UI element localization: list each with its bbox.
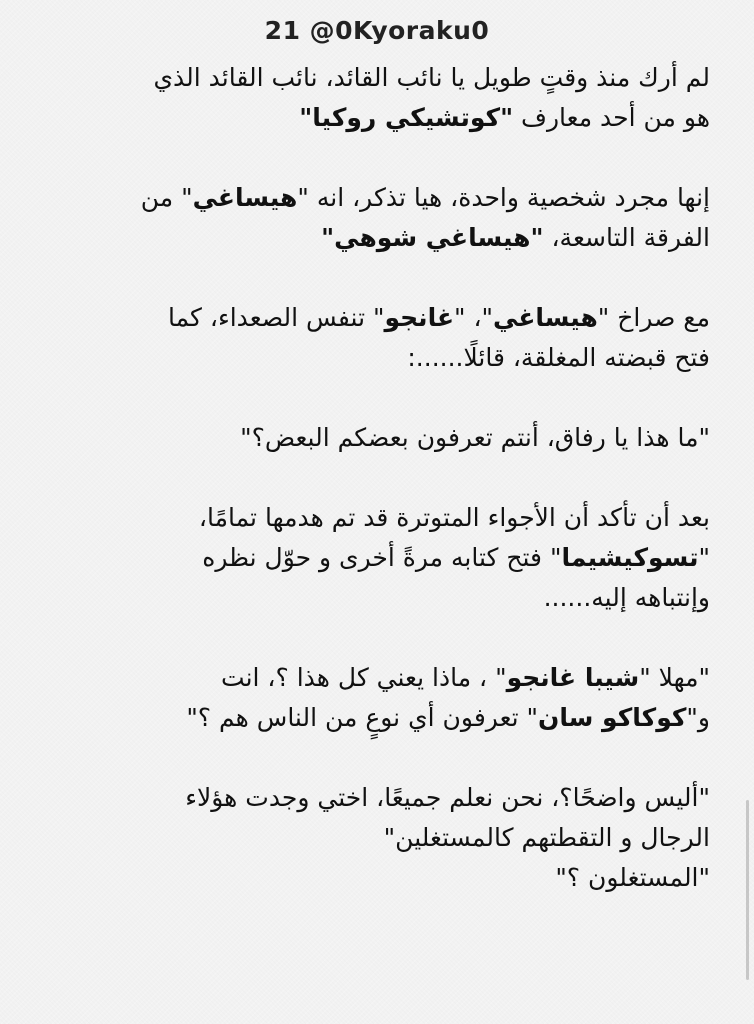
text-segment: " فتح كتابه مرةً أخرى و حوّل نظره	[202, 543, 562, 572]
text-segment: " من	[140, 183, 193, 212]
text-segment: " ، ماذا يعني كل هذا ؟، انت	[221, 663, 507, 692]
text-segment: فتح قبضته المغلقة، قائلًا......:	[407, 343, 710, 372]
text-line	[24, 338, 710, 378]
character-name: كوكاكو سان	[538, 703, 687, 732]
text-segment: " تعرفون أي نوعٍ من الناس هم ؟"	[186, 703, 539, 732]
text-segment: "ما هذا يا رفاق، أنتم تعرفون بعضكم البعض؟"	[240, 423, 710, 452]
text-line	[24, 858, 710, 898]
character-name: غانجو	[384, 303, 455, 332]
story-paragraph	[24, 298, 710, 378]
story-paragraph	[24, 178, 710, 258]
text-segment: مع صراخ "	[597, 303, 710, 332]
character-name: هيساغي	[192, 183, 298, 212]
text-segment: وإنتباهه إليه......	[543, 583, 710, 612]
text-line	[24, 58, 710, 98]
scroll-indicator[interactable]	[746, 800, 749, 980]
character-name: شيبا غانجو	[506, 663, 640, 692]
text-line	[24, 698, 710, 738]
text-line	[24, 298, 710, 338]
text-segment: الفرقة التاسعة،	[543, 223, 710, 252]
text-segment: الرجال و التقطتهم كالمستغلين"	[383, 823, 710, 852]
character-name: هيساغي	[493, 303, 598, 332]
text-segment: "أليس واضحًا؟، نحن نعلم جميعًا، اختي وجدت هؤلاء	[185, 783, 710, 812]
text-line	[24, 418, 710, 458]
tweet-header: 21 @0Kyoraku0	[264, 16, 490, 45]
text-segment: إنها مجرد شخصية واحدة، هيا تذكر، انه "	[297, 183, 710, 212]
text-line	[24, 658, 710, 698]
story-paragraph	[24, 498, 710, 618]
text-segment: و"	[686, 703, 710, 732]
text-segment: "، "	[454, 303, 494, 332]
story-text	[24, 58, 710, 938]
story-paragraph	[24, 418, 710, 458]
text-line	[24, 498, 710, 538]
text-line	[24, 538, 710, 578]
character-name: "هيساغي شوهي"	[321, 223, 544, 252]
story-paragraph	[24, 58, 710, 138]
text-segment: " تنفس الصعداء، كما	[167, 303, 385, 332]
character-name: "كوتشيكي روكيا"	[299, 103, 514, 132]
text-segment: بعد أن تأكد أن الأجواء المتوترة قد تم هدمها تمامًا،	[198, 503, 710, 532]
character-name: تسوكيشيما	[561, 543, 699, 572]
text-segment: "مهلا "	[639, 663, 710, 692]
text-line	[24, 98, 710, 138]
text-segment: "المستغلون ؟"	[555, 863, 710, 892]
story-paragraph	[24, 658, 710, 738]
text-line	[24, 818, 710, 858]
story-paragraph	[24, 778, 710, 898]
text-line	[24, 218, 710, 258]
text-line	[24, 178, 710, 218]
text-segment: لم أرك منذ وقتٍ طويل يا نائب القائد، نائب القائد الذي	[153, 63, 710, 92]
text-segment: "	[698, 543, 710, 572]
text-line	[24, 778, 710, 818]
text-line	[24, 578, 710, 618]
text-segment: هو من أحد معارف	[513, 103, 710, 132]
